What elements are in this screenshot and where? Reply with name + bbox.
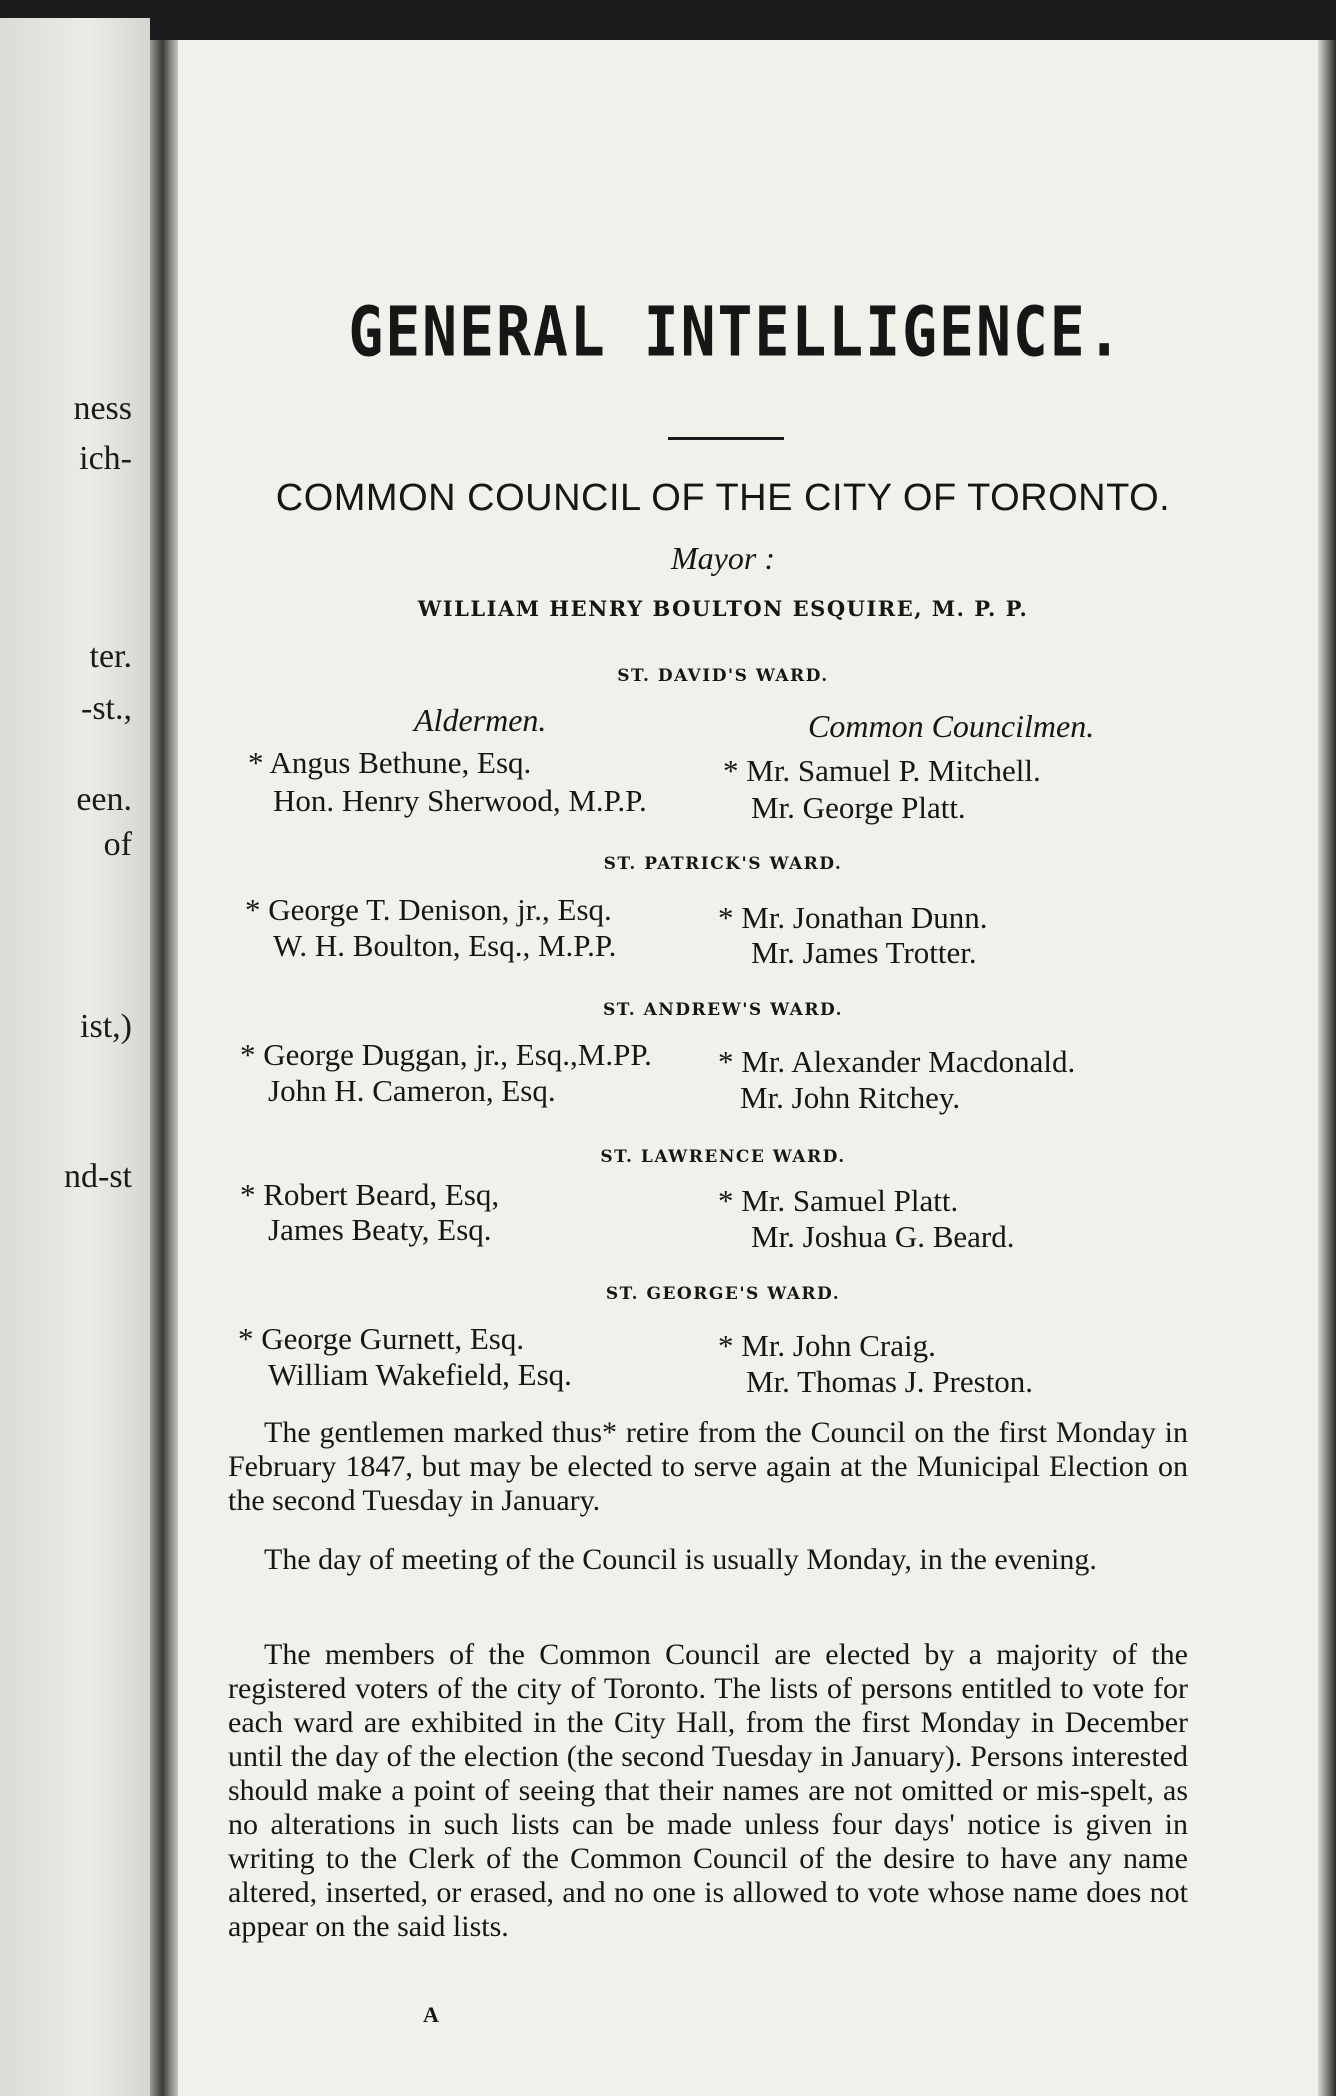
councilman-name: Mr. Joshua G. Beard. [751,1219,1015,1254]
left-page-edge [0,18,150,2096]
meeting-day-paragraph: The day of meeting of the Council is usually Monday, in the evening. [264,1543,1097,1576]
ward-heading: ST. ANDREW'S WARD. [603,1000,843,1020]
alderman-name: * Angus Bethune, Esq. [248,745,532,780]
left-page-fragment: -st., [81,690,132,727]
book-gutter [150,40,178,2096]
alderman-name: William Wakefield, Esq. [268,1357,572,1392]
ward-heading: ST. GEORGE'S WARD. [605,1284,841,1304]
ward-heading: ST. DAVID'S WARD. [617,666,829,686]
councilman-name: * Mr. Jonathan Dunn. [718,900,988,935]
alderman-name: * George Gurnett, Esq. [238,1321,525,1356]
alderman-name: * George Duggan, jr., Esq.,M.PP. [240,1037,652,1072]
alderman-name: W. H. Boulton, Esq., M.P.P. [273,928,617,963]
council-heading: COMMON COUNCIL OF THE CITY OF TORONTO. [275,477,1171,519]
signature-mark: A [423,2002,439,2027]
alderman-name: John H. Cameron, Esq. [268,1073,556,1108]
councilman-name: * Mr. Samuel Platt. [718,1183,959,1218]
councilman-name: Mr. George Platt. [751,790,966,825]
book-page [178,40,1318,2096]
page-edge [1318,40,1336,2096]
mayor-name: WILLIAM HENRY BOULTON ESQUIRE, M. P. P. [417,596,1029,621]
aldermen-column-header: Aldermen. [414,702,547,738]
left-page-fragment: nd-st [64,1158,132,1195]
alderman-name: * Robert Beard, Esq, [240,1177,500,1212]
mayor-label: Mayor : [671,540,775,576]
left-page-fragment: ich- [79,440,132,477]
left-page-fragment: ist,) [80,1008,132,1045]
ward-heading: ST. LAWRENCE WARD. [600,1147,846,1167]
councilman-name: * Mr. John Craig. [718,1328,936,1363]
title-rule [668,437,784,440]
councilman-name: * Mr. Samuel P. Mitchell. [723,753,1041,788]
left-page-fragment: ness [73,390,132,427]
retirement-paragraph: The gentlemen marked thus* retire from the Council on the first Monday in February 1847, but may be elected to serve again at the Municipal Election on the second Tuesday in January. [228,1416,1188,1517]
councilman-name: Mr. James Trotter. [751,935,977,970]
ward-heading: ST. PATRICK'S WARD. [603,854,843,874]
councilman-name: Mr. Thomas J. Preston. [746,1364,1034,1399]
left-page-fragment: of [103,826,132,863]
councilmen-column-header: Common Councilmen. [808,708,1095,744]
left-page-fragment: een. [76,781,132,818]
alderman-name: * George T. Denison, jr., Esq. [245,892,612,927]
alderman-name: James Beaty, Esq. [268,1212,492,1247]
alderman-name: Hon. Henry Sherwood, M.P.P. [273,783,647,818]
councilman-name: * Mr. Alexander Macdonald. [718,1044,1076,1079]
councilman-name: Mr. John Ritchey. [740,1080,961,1115]
left-page-fragment: ter. [89,638,132,675]
election-lists-paragraph: The members of the Common Council are elected by a majority of the registered voters of the city of Toronto. The lists of persons entitled to vote for each ward are exhibited in the City Hall, from the first Monday in December until the day of the election (the second Tuesday in January). Persons interested should make a point of seeing that their names are not omitted or mis-spelt, as no alterations in such lists can be made unless four days' notice is given in writing to the Clerk of the Common Council of the desire to have any name altered, inserted, or erased, and no one is allowed to vote whose name does not appear on the said lists. [228,1638,1188,1943]
page-title: GENERAL INTELLIGENCE. [348,292,1124,373]
